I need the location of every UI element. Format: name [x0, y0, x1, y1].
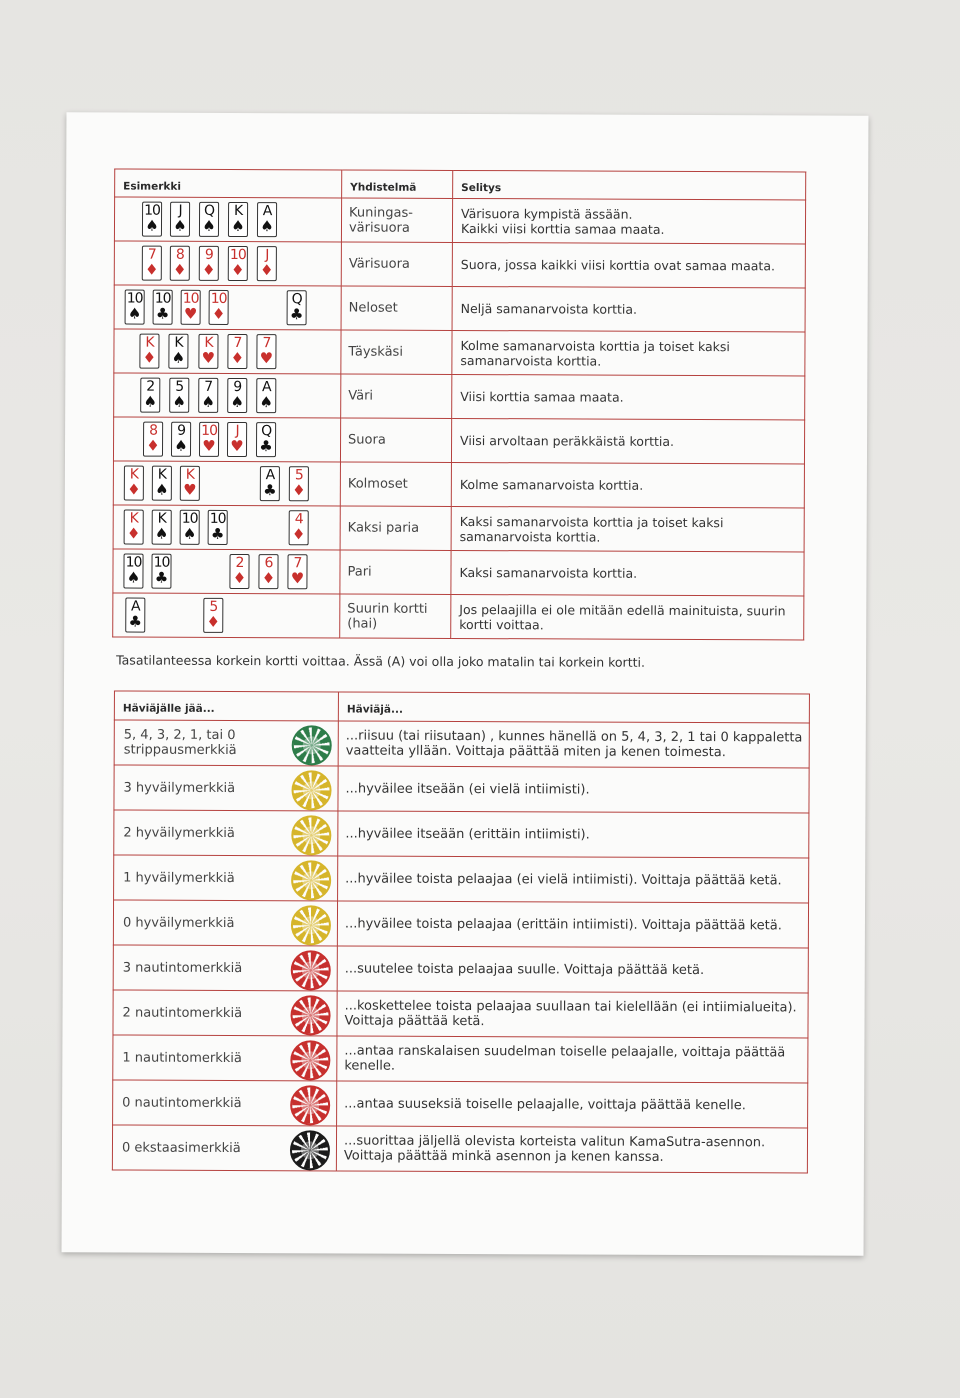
header-example: Esimerkki — [115, 169, 342, 198]
loser-keeps-label: 2 nautintomerkkiä — [122, 1005, 243, 1021]
hand-row — [113, 461, 804, 508]
card-rank: 9 — [177, 422, 186, 439]
loser-action: ...suorittaa jäljellä olevista korteista valitun KamaSutra-asennon. Voittaja päättää minkä asennon ja kenen kanssa. — [336, 1126, 807, 1173]
club-suit-icon: ♣ — [154, 568, 169, 587]
header-loser-keeps: Häviäjälle jää... — [114, 691, 338, 721]
hand-example-cell — [113, 417, 340, 462]
card-rank: 10 — [126, 290, 143, 307]
heart-suit-icon: ♥ — [183, 304, 198, 323]
card-rank: A — [262, 203, 272, 220]
loser-action: ...koskettelee toista pelaajaa suullaan tai kielellään (ei intiimialueita). Voittaja päättää ketä. — [337, 991, 808, 1038]
playing-card — [260, 466, 280, 501]
card-rank: Q — [261, 423, 272, 440]
playing-card — [198, 334, 218, 369]
loser-keeps-label: 1 nautintomerkkiä — [122, 1050, 242, 1066]
card-rank: 10 — [153, 554, 170, 571]
playing-card — [287, 554, 307, 589]
hand-description: Viisi arvoltaan peräkkäistä korttia. — [451, 418, 804, 464]
heart-suit-icon: ♥ — [201, 348, 216, 367]
card-rank: 2 — [146, 378, 155, 395]
diamond-suit-icon: ♦ — [261, 569, 276, 588]
hand-name: Värisuora — [341, 242, 452, 286]
card-rank: 10 — [181, 510, 198, 527]
card-rank: 7 — [262, 335, 271, 352]
playing-card — [142, 246, 162, 281]
playing-card — [125, 290, 145, 325]
playing-card — [142, 202, 162, 237]
playing-card — [228, 246, 248, 281]
playing-card — [171, 422, 191, 457]
diamond-suit-icon: ♦ — [260, 261, 274, 280]
diamond-suit-icon: ♦ — [146, 436, 160, 455]
loser-rules-table — [112, 690, 810, 1173]
playing-card — [256, 378, 276, 413]
loser-row — [113, 1035, 808, 1083]
red-chip-icon — [290, 995, 330, 1035]
playing-card — [170, 202, 190, 237]
hand-example-cell — [113, 549, 340, 594]
spade-suit-icon: ♠ — [201, 392, 215, 411]
card-rank: 10 — [209, 510, 226, 527]
hand-example-cell — [114, 197, 341, 242]
loser-keeps-label: 0 hyväilymerkkiä — [122, 915, 235, 931]
hand-name: Kolmoset — [340, 462, 451, 506]
loser-row — [113, 945, 808, 993]
loser-keeps-label: 1 hyväilymerkkiä — [123, 870, 235, 886]
yellow-chip-icon — [291, 905, 331, 945]
hand-description: Kaksi samanarvoista korttia ja toiset kaksi samanarvoista korttia. — [451, 506, 804, 552]
black-chip-icon — [290, 1130, 330, 1170]
hand-example-cell — [113, 593, 340, 638]
loser-keeps-label: 0 ekstaasimerkkiä — [121, 1140, 241, 1156]
playing-card — [257, 246, 277, 281]
heart-suit-icon: ♥ — [230, 436, 244, 456]
card-rank: 2 — [235, 554, 244, 572]
heart-suit-icon: ♥ — [183, 480, 197, 499]
diamond-suit-icon: ♦ — [126, 524, 141, 543]
loser-keeps-cell — [113, 1035, 337, 1081]
playing-card — [123, 554, 143, 589]
playing-card — [227, 378, 247, 413]
card-rank: K — [129, 466, 139, 483]
playing-card — [287, 290, 307, 325]
hand-example-cell — [113, 505, 340, 550]
playing-card — [168, 334, 188, 369]
diamond-suit-icon: ♦ — [206, 612, 221, 631]
card-rank: A — [261, 379, 271, 396]
spade-suit-icon: ♠ — [182, 524, 197, 543]
diamond-suit-icon: ♦ — [142, 348, 157, 367]
loser-keeps-cell — [113, 945, 337, 991]
hand-description: Suora, jossa kaikki viisi korttia ovat samaa maata. — [452, 242, 805, 288]
hand-example-cell — [114, 329, 341, 374]
club-suit-icon: ♣ — [259, 437, 273, 456]
playing-card — [258, 554, 278, 589]
card-rank: 10 — [229, 246, 246, 264]
spade-suit-icon: ♠ — [174, 436, 188, 455]
club-suit-icon: ♣ — [210, 524, 225, 543]
card-rank: 7 — [293, 555, 302, 572]
hand-name: Suora — [340, 418, 451, 462]
playing-card — [199, 202, 219, 237]
red-chip-icon — [291, 950, 331, 990]
spade-suit-icon: ♠ — [231, 216, 245, 236]
club-suit-icon: ♣ — [263, 481, 277, 500]
club-suit-icon: ♣ — [289, 305, 304, 324]
hand-description: Jos pelaajilla ei ole mitään edellä mainituista, suurin kortti voittaa. — [451, 594, 804, 640]
card-rank: 7 — [147, 246, 156, 263]
playing-card — [169, 378, 189, 413]
playing-card — [124, 510, 144, 545]
card-rank: K — [233, 202, 243, 220]
hand-row — [114, 241, 805, 288]
loser-keeps-cell — [114, 765, 338, 811]
card-rank: J — [235, 422, 239, 440]
playing-card — [151, 554, 171, 589]
card-rank: J — [178, 202, 182, 219]
card-rank: 4 — [294, 511, 303, 528]
card-rank: K — [145, 334, 154, 351]
spade-suit-icon: ♠ — [145, 216, 159, 235]
hand-description: Neljä samanarvoista korttia. — [452, 286, 805, 332]
playing-card — [289, 510, 309, 545]
loser-keeps-cell — [112, 1125, 336, 1171]
yellow-chip-icon — [291, 770, 331, 810]
card-rank: 7 — [204, 378, 213, 395]
card-rank: 10 — [182, 290, 199, 307]
loser-keeps-label: 5, 4, 3, 2, 1, tai 0 strippausmerkkiä — [123, 727, 237, 759]
loser-action: ...hyväilee toista pelaajaa (erittäin intiimisti). Voittaja päättää ketä. — [337, 901, 808, 948]
card-rank: 9 — [204, 246, 213, 263]
tie-note: Tasatilanteessa korkein kortti voittaa. Ässä (A) voi olla joko matalin tai korkein kortti. — [116, 652, 646, 670]
card-rank: 9 — [233, 378, 242, 396]
hand-name: Neloset — [341, 286, 452, 330]
playing-card — [199, 422, 219, 457]
hand-name: Suurin kortti (hai) — [340, 594, 451, 638]
loser-keeps-cell — [114, 810, 338, 856]
card-rank: 8 — [175, 246, 184, 263]
loser-keeps-label: 3 nautintomerkkiä — [122, 960, 243, 976]
card-rank: J — [265, 247, 269, 264]
spade-suit-icon: ♠ — [260, 217, 274, 236]
playing-card — [203, 598, 223, 633]
hand-description: Kolme samanarvoista korttia. — [451, 462, 804, 508]
card-rank: 10 — [154, 290, 171, 307]
loser-keeps-cell — [113, 900, 337, 946]
hands-header-row — [115, 169, 806, 200]
hand-description: Kaksi samanarvoista korttia. — [451, 550, 804, 596]
hand-description: Viisi korttia samaa maata. — [452, 374, 805, 420]
loser-action: ...hyväilee toista pelaajaa (ei vielä intiimisti). Voittaja päättää ketä. — [338, 856, 809, 903]
diamond-suit-icon: ♦ — [173, 260, 187, 279]
hand-name: Pari — [340, 550, 451, 594]
yellow-chip-icon — [291, 815, 331, 855]
loser-row — [114, 720, 809, 768]
hand-name: Täyskäsi — [341, 330, 452, 374]
playing-card — [181, 290, 201, 325]
header-explanation: Selitys — [453, 170, 806, 200]
loser-keeps-label: 2 hyväilymerkkiä — [123, 825, 235, 841]
card-rank: 5 — [294, 467, 303, 484]
loser-keeps-label: 3 hyväilymerkkiä — [123, 780, 236, 796]
spade-suit-icon: ♠ — [126, 568, 141, 587]
card-rank: K — [129, 510, 138, 527]
playing-card — [199, 246, 219, 281]
card-rank: K — [204, 334, 213, 351]
loser-row — [114, 765, 809, 813]
spade-suit-icon: ♠ — [202, 216, 216, 235]
hand-name: Kuningas- värisuora — [341, 198, 452, 242]
playing-card — [289, 466, 309, 501]
playing-card — [198, 378, 218, 413]
heart-suit-icon: ♥ — [202, 436, 216, 455]
hand-row — [113, 505, 804, 552]
card-rank: 10 — [210, 290, 227, 307]
playing-card — [139, 334, 159, 369]
loser-action: ...suutelee toista pelaajaa suulle. Voittaja päättää ketä. — [337, 946, 808, 993]
hand-row — [114, 373, 805, 420]
card-rank: K — [174, 334, 183, 351]
loser-action: ...antaa suuseksiä toiselle pelaajalle, voittaja päättää kenelle. — [337, 1081, 808, 1128]
playing-card — [125, 598, 145, 633]
hand-example-cell — [114, 373, 341, 418]
hand-row — [114, 197, 805, 244]
loser-keeps-label: 0 nautintomerkkiä — [122, 1095, 242, 1111]
spade-suit-icon: ♠ — [127, 304, 142, 323]
card-rank: K — [157, 466, 167, 483]
card-rank: 10 — [201, 422, 218, 439]
playing-card — [152, 466, 172, 501]
card-rank: Q — [291, 291, 302, 308]
heart-suit-icon: ♥ — [290, 569, 305, 588]
playing-card — [257, 202, 277, 237]
playing-card — [180, 466, 200, 501]
loser-keeps-cell — [113, 990, 337, 1036]
hand-row — [113, 549, 804, 596]
loser-row — [113, 900, 808, 948]
playing-card — [227, 422, 247, 457]
spade-suit-icon: ♠ — [172, 392, 186, 411]
spade-suit-icon: ♠ — [171, 348, 186, 367]
card-rank: A — [265, 467, 275, 484]
heart-suit-icon: ♥ — [259, 349, 274, 368]
hand-example-cell — [114, 241, 341, 286]
card-rank: A — [131, 598, 140, 615]
diamond-suit-icon: ♦ — [232, 568, 247, 588]
diamond-suit-icon: ♦ — [231, 260, 245, 280]
hand-description: Värisuora kympistä ässään. Kaikki viisi korttia samaa maata. — [452, 198, 805, 244]
hand-row — [114, 285, 805, 332]
spade-suit-icon: ♠ — [230, 392, 244, 412]
spade-suit-icon: ♠ — [155, 480, 169, 499]
card-rank: 5 — [209, 598, 218, 615]
diamond-suit-icon: ♦ — [145, 260, 159, 279]
diamond-suit-icon: ♦ — [292, 481, 306, 500]
diamond-suit-icon: ♦ — [202, 260, 216, 279]
loser-row — [112, 1125, 807, 1173]
card-rank: 6 — [264, 555, 273, 572]
card-rank: 10 — [144, 202, 161, 219]
hand-name: Kaksi paria — [340, 506, 451, 550]
card-rank: 8 — [149, 422, 158, 439]
playing-card — [227, 334, 247, 369]
playing-card — [208, 510, 228, 545]
red-chip-icon — [290, 1040, 330, 1080]
green-chip-icon — [292, 725, 332, 765]
yellow-chip-icon — [291, 860, 331, 900]
playing-card — [228, 202, 248, 237]
hand-row — [113, 593, 804, 640]
playing-card — [143, 422, 163, 457]
loser-keeps-cell — [114, 720, 338, 766]
hand-row — [114, 329, 805, 376]
card-rank: K — [185, 466, 195, 483]
diamond-suit-icon: ♦ — [127, 480, 141, 499]
playing-card — [140, 378, 160, 413]
club-suit-icon: ♣ — [155, 304, 170, 323]
card-rank: 10 — [125, 554, 142, 571]
loser-row — [113, 1080, 808, 1128]
loser-row — [114, 810, 809, 858]
spade-suit-icon: ♠ — [259, 393, 273, 412]
card-rank: Q — [204, 202, 215, 219]
playing-card — [180, 510, 200, 545]
hand-example-cell — [113, 461, 340, 506]
diamond-suit-icon: ♦ — [291, 525, 306, 544]
card-rank: 7 — [233, 334, 242, 352]
card-rank: 5 — [175, 378, 184, 395]
loser-action: ...hyväilee itseään (erittäin intiimisti). — [338, 811, 809, 858]
loser-header-row — [114, 691, 809, 723]
loser-action: ...antaa ranskalaisen suudelman toiselle pelaajalle, voittaja päättää kenelle. — [337, 1036, 808, 1083]
playing-card — [124, 466, 144, 501]
card-rank: K — [157, 510, 166, 527]
hand-name: Väri — [341, 374, 452, 418]
playing-card — [229, 554, 249, 589]
club-suit-icon: ♣ — [128, 612, 143, 631]
playing-card — [256, 334, 276, 369]
hand-rankings-table — [112, 168, 806, 640]
spade-suit-icon: ♠ — [154, 524, 169, 543]
red-chip-icon — [290, 1085, 330, 1125]
hand-row — [113, 417, 804, 464]
playing-card — [256, 422, 276, 457]
diamond-suit-icon: ♦ — [230, 348, 245, 368]
header-combination: Yhdistelmä — [342, 170, 453, 198]
spade-suit-icon: ♠ — [143, 392, 157, 411]
loser-action: ...riisuu (tai riisutaan) , kunnes hänellä on 5, 4, 3, 2, 1 tai 0 kappaletta vaatteita yllään. Voittaja päättää miten ja kenen toimesta. — [338, 721, 809, 768]
loser-keeps-cell — [114, 855, 338, 901]
hand-example-cell — [114, 285, 341, 330]
loser-keeps-cell — [113, 1080, 337, 1126]
rules-sheet — [62, 112, 869, 1255]
header-loser-does: Häviäjä... — [338, 692, 809, 723]
playing-card — [152, 510, 172, 545]
loser-action: ...hyväilee itseään (ei vielä intiimisti). — [338, 766, 809, 813]
hand-description: Kolme samanarvoista korttia ja toiset kaksi samanarvoista korttia. — [452, 330, 805, 376]
spade-suit-icon: ♠ — [173, 216, 187, 235]
playing-card — [153, 290, 173, 325]
playing-card — [170, 246, 190, 281]
loser-row — [114, 855, 809, 903]
diamond-suit-icon: ♦ — [211, 304, 226, 323]
loser-row — [113, 990, 808, 1038]
playing-card — [209, 290, 229, 325]
